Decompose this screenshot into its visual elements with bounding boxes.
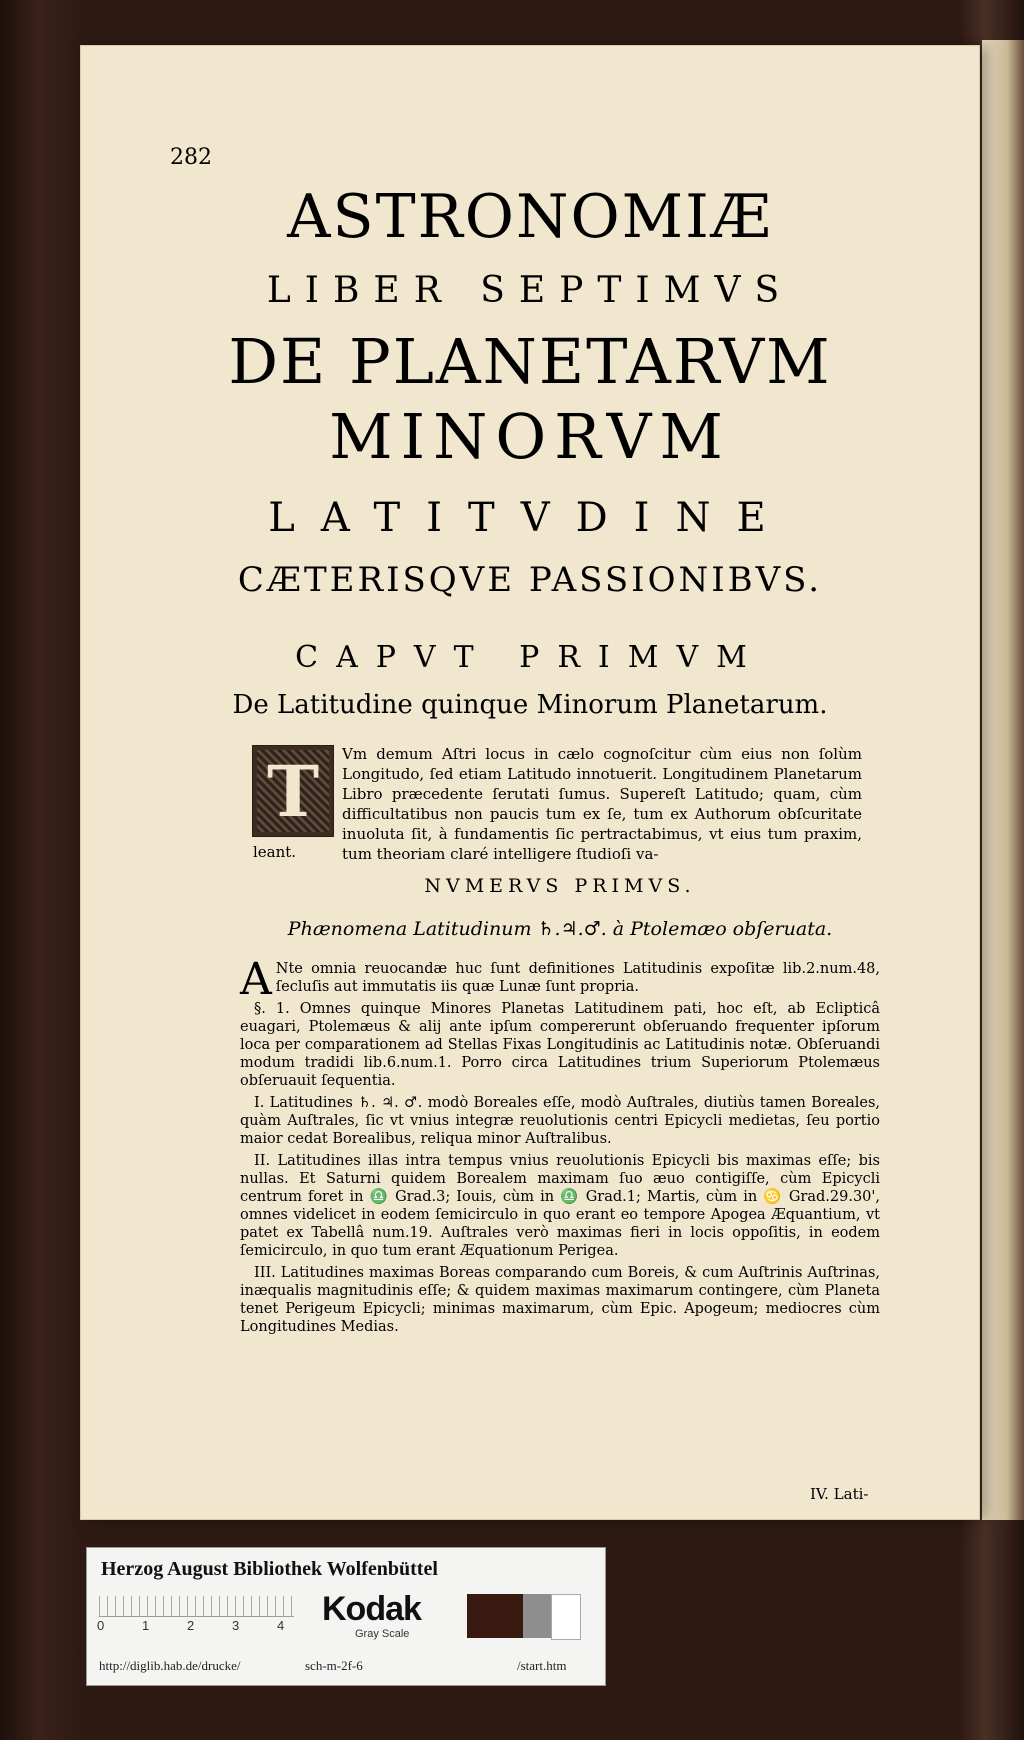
color-patch-dark: [495, 1594, 523, 1638]
intro-tail: leant.: [253, 843, 297, 861]
title-line-5: LATITVDINE: [268, 495, 792, 541]
title-line-4: MINORVM: [329, 400, 731, 473]
color-patch-dark: [467, 1594, 495, 1638]
title-line-3: DE PLANETARVM: [228, 325, 832, 398]
kodak-logo: Kodak: [322, 1590, 421, 1628]
ruler-number: 2: [187, 1618, 195, 1633]
url-start: /start.htm: [517, 1658, 567, 1673]
scale-ruler: [99, 1596, 294, 1617]
gray-scale-label: Gray Scale: [355, 1628, 410, 1640]
color-patch-gray: [523, 1594, 551, 1638]
paragraph-1: A Nte omnia reuocandæ huc ſunt definitiones Latitudinis expoſitæ lib.2.num.48, ſecluſis aut immutatis iis quæ Lunæ ſunt propria.: [240, 954, 880, 1005]
ornamental-initial: [252, 745, 334, 837]
initial-letter: T: [266, 749, 320, 833]
big-initial: A: [240, 954, 272, 1005]
title-line-6: CÆTERISQVE PASSIONIBVS.: [237, 560, 823, 600]
title-line-2: LIBER SEPTIMVS: [266, 270, 794, 311]
catchword: IV. Lati-: [810, 1485, 869, 1503]
color-patch-white: [551, 1594, 581, 1640]
intro-paragraph: Vm demum Aſtri locus in cælo cognoſcitur cùm eius non ſolùm Longitudo, ſed etiam Latitudo innotuerit. Longitudinem Planetarum Libro præcedente ſerutati ſumus. Supereſt Latitudo; quam, cùm difficultatibus non paucis tum ex ſe, tum ex Authorum obſcuritate inuoluta ſit, à fundamentis ſic pertractabimus, vt eius tum praxim, tum theoriam claré intelligere ſtudioſi va-: [342, 745, 862, 863]
section-subheading: Phænomena Latitudinum ♄.♃.♂. à Ptolemæo obſeruata.: [287, 918, 833, 940]
title-line-1: ASTRONOMIÆ: [287, 182, 773, 252]
ruler-number: 4: [277, 1618, 285, 1633]
url-base: http://diglib.hab.de/drucke/: [99, 1658, 241, 1673]
paragraph-4: II. Latitudines illas intra tempus vnius reuolutionis Epicycli bis maximas eſſe; bis nullas. Et Saturni quidem Borealem maximam ſuo æuo contigiſſe, cùm Epicycli centrum foret in ♎ Grad.3; Iouis, cùm in ♎ Grad.1; Martis, cùm in ♋ Grad.29.30', omnes videlicet in eodem ſemicirculo in quo erant eo tempore Apogea Æquantium, vt patet ex Tabellâ num.19. Auſtrales verò maximas fieri in locis oppoſitis, in eodem ſemicirculo, in quo tum erant Æquationum Perigea.: [240, 1153, 880, 1259]
body-text: [240, 954, 880, 1340]
ruler-number: 1: [142, 1618, 150, 1633]
chapter-subtitle: De Latitudine quinque Minorum Planetarum.: [232, 690, 828, 720]
paragraph-5: III. Latitudines maximas Boreas comparando cum Boreis, & cum Auſtrinis Auſtrinas, inæqualis magnitudinis eſſe; & quidem maximas maximarum contingere, cùm Planeta tenet Perigeum Epicycli; minimas maximarum, cùm Epic. Apogeum; mediocres cùm Longitudines Medias.: [240, 1265, 880, 1335]
facing-page-edge: [982, 40, 1024, 1520]
page-number: 282: [170, 145, 212, 170]
ruler-number: 3: [232, 1618, 240, 1633]
section-heading: NVMERVS PRIMVS.: [424, 875, 696, 897]
paragraph-3: I. Latitudines ♄. ♃. ♂. modò Boreales eſſe, modò Auſtrales, diutiùs tamen Boreales, quàm Auſtrales, ſic vt vnius integræ reuolutionis centri Epicycli medietas, ſeu portio maior cedat Borealibus, reliqua minor Auſtralibus.: [240, 1095, 880, 1147]
library-scan-label: [86, 1547, 606, 1686]
paragraph-2: §. 1. Omnes quinque Minores Planetas Latitudinem pati, hoc eſt, ab Eclipticâ euagari, Ptolemæus & alij ante ipſum compererunt obſeruando frequenter ipſorum loca per comparationem ad Stellas Fixas Longitudinis ac Latitudinis notæ. Obſeruandi modum tradidi lib.6.num.1. Porro circa Latitudines trium Superiorum Ptolemæus obſeruauit ſequentia.: [240, 1001, 880, 1089]
url-shelfmark: sch-m-2f-6: [305, 1658, 363, 1673]
ruler-number: 0: [97, 1618, 105, 1633]
chapter-heading: CAPVT PRIMVM: [295, 640, 765, 675]
library-name: Herzog August Bibliothek Wolfenbüttel: [101, 1558, 438, 1580]
